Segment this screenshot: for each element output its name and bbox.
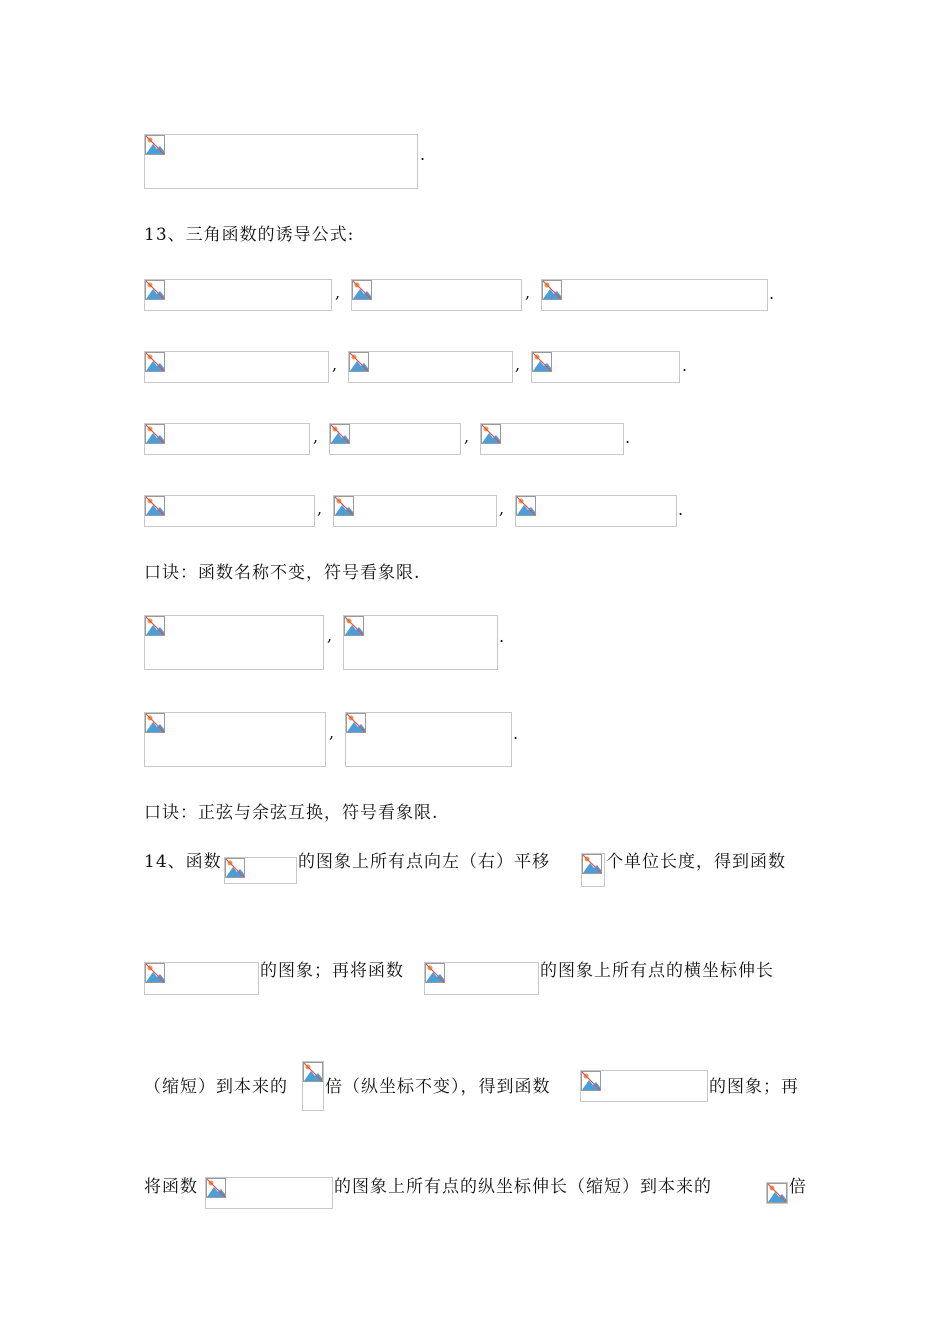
broken-image-icon [145,424,165,444]
p14-text: （缩短）到本来的 [144,1077,288,1097]
formula-image [333,495,497,527]
broken-image-icon [542,280,562,300]
period: . [625,428,631,447]
formula-image [580,1070,708,1102]
broken-image-icon [346,713,366,733]
p14-text: 的图象上所有点的纵坐标伸长（缩短）到本来的 [334,1177,712,1197]
broken-image-icon [145,713,165,733]
p14-text: 倍（纵坐标不变），得到函数 [325,1077,551,1097]
p14-text: 将函数 [144,1177,198,1197]
formula-image [424,962,539,995]
period: . [769,284,775,303]
broken-image-icon [767,1183,787,1203]
formula-image [144,495,315,527]
formula-image [144,615,324,670]
comma: , [515,355,521,374]
section-heading-13: 13、三角函数的诱导公式: [144,225,355,245]
formula-image [515,495,677,527]
comma: , [335,283,341,302]
comma: , [317,499,323,518]
broken-image-icon [516,496,536,516]
comma: , [332,355,338,374]
formula-image [581,853,605,887]
p14-text: 的图象上所有点的横坐标伸长 [540,961,774,981]
formula-image [531,351,680,383]
formula-image [480,423,624,455]
broken-image-icon [206,1178,226,1198]
formula-image [343,615,498,670]
formula-image [144,134,418,189]
broken-image-icon [582,854,602,874]
broken-image-icon [532,352,552,372]
formula-image [224,857,297,884]
mnemonic-2: 口诀：正弦与余弦互换，符号看象限. [144,803,439,823]
period: . [420,145,426,164]
formula-image [348,351,513,383]
p14-text: 的图象；再将函数 [260,961,404,981]
formula-image [144,962,259,995]
broken-image-icon [225,858,245,878]
comma: , [313,427,319,446]
comma: , [499,499,505,518]
broken-image-icon [344,616,364,636]
p14-text: 的图象；再 [709,1077,799,1097]
formula-image [144,279,332,311]
broken-image-icon [334,496,354,516]
formula-image [541,279,768,311]
comma: , [525,283,531,302]
broken-image-icon [352,280,372,300]
formula-image [345,712,512,767]
period: . [499,627,505,646]
comma: , [464,427,470,446]
p14-text: 倍 [789,1177,807,1197]
period: . [682,356,688,375]
comma: , [327,626,333,645]
broken-image-icon [303,1062,323,1082]
period: . [513,724,519,743]
period: . [678,500,684,519]
broken-image-icon [581,1071,601,1091]
formula-image [144,351,329,383]
broken-image-icon [145,496,165,516]
formula-image [144,423,310,455]
formula-image [766,1182,788,1204]
broken-image-icon [145,616,165,636]
comma: , [329,723,335,742]
formula-image [205,1177,333,1209]
p14-text: 14、函数 [144,852,222,872]
broken-image-icon [349,352,369,372]
broken-image-icon [145,280,165,300]
broken-image-icon [145,963,165,983]
broken-image-icon [330,424,350,444]
formula-image [351,279,522,311]
formula-image [144,712,326,767]
broken-image-icon [481,424,501,444]
p14-text: 的图象上所有点向左（右）平移 [298,852,550,872]
formula-image [329,423,461,455]
broken-image-icon [145,352,165,372]
mnemonic-1: 口诀：函数名称不变，符号看象限. [144,563,421,583]
broken-image-icon [425,963,445,983]
p14-text: 个单位长度，得到函数 [606,852,786,872]
formula-image [302,1061,324,1111]
broken-image-icon [145,135,165,155]
